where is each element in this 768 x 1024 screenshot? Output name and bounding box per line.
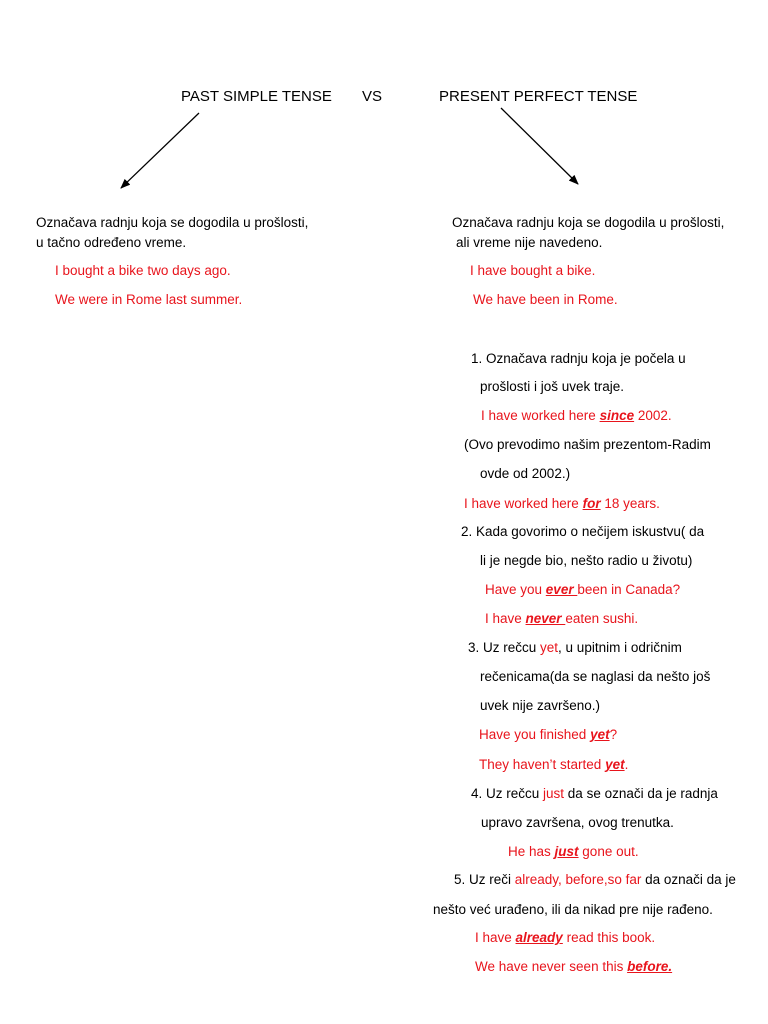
left-arrow <box>121 113 199 188</box>
pp-example-1: I have bought a bike. <box>470 263 596 278</box>
present-perfect-title: PRESENT PERFECT TENSE <box>439 88 638 105</box>
rule2-line2: li je negde bio, nešto radio u životu) <box>480 553 693 568</box>
rule4-keyword-just: just <box>543 786 565 801</box>
rule1-note-line1: (Ovo prevodimo našim prezentom-Radim <box>464 437 711 452</box>
rule4-line1: 4. Uz rečcu just da se označi da je radnja <box>471 786 718 801</box>
pp-definition-line2: ali vreme nije navedeno. <box>456 235 603 250</box>
rule1-line2: prošlosti i još uvek traje. <box>480 379 625 394</box>
rule2-example-2: I have never eaten sushi. <box>485 611 639 626</box>
keyword-for: for <box>582 496 601 511</box>
vs-label: VS <box>362 88 383 105</box>
rule5-keywords: already, before,so far <box>514 872 642 887</box>
rule5-example-1: I have already read this book. <box>475 930 656 945</box>
rule4-line2: upravo završena, ovog trenutka. <box>481 815 674 830</box>
past-definition-line2: u tačno određeno vreme. <box>36 235 187 250</box>
keyword-yet: yet <box>590 727 610 742</box>
rule1-line1: 1. Označava radnju koja je počela u <box>471 351 686 366</box>
rule3-line2: rečenicama(da se naglasi da nešto još <box>480 669 711 684</box>
rule5-example-2: We have never seen this before. <box>475 959 673 974</box>
keyword-since: since <box>599 408 635 423</box>
past-example-2: We were in Rome last summer. <box>55 292 243 307</box>
rule3-keyword-yet: yet <box>540 640 559 655</box>
rule1-example-2: I have worked here for 18 years. <box>464 496 660 511</box>
keyword-never: never <box>525 611 566 626</box>
past-simple-title: PAST SIMPLE TENSE <box>181 88 332 105</box>
keyword-ever: ever <box>545 582 578 597</box>
right-arrow <box>501 108 578 184</box>
rule2-line1: 2. Kada govorimo o nečijem iskustvu( da <box>461 524 705 539</box>
keyword-already: already <box>515 930 563 945</box>
keyword-yet: yet <box>605 757 625 772</box>
rule3-example-2: They haven’t started yet. <box>479 757 629 772</box>
past-definition-line1: Označava radnju koja se dogodila u prošlosti, <box>36 215 309 230</box>
pp-example-2: We have been in Rome. <box>473 292 618 307</box>
keyword-just: just <box>554 844 579 859</box>
pp-definition-line1: Označava radnju koja se dogodila u prošlosti, <box>452 215 725 230</box>
rule1-note-line2: ovde od 2002.) <box>480 466 571 481</box>
rule3-line3: uvek nije završeno.) <box>480 698 601 713</box>
rule3-example-1: Have you finished yet? <box>479 727 618 742</box>
past-example-1: I bought a bike two days ago. <box>55 263 231 278</box>
keyword-before: before. <box>627 959 673 974</box>
rule4-example-1: He has just gone out. <box>508 844 639 859</box>
rule2-example-1: Have you ever been in Canada? <box>485 582 681 597</box>
rule1-example-1: I have worked here since 2002. <box>481 408 672 423</box>
rule3-line1: 3. Uz rečcu yet, u upitnim i odričnim <box>468 640 682 655</box>
rule5-line1: 5. Uz reči already, before,so far da označi da je <box>454 872 736 887</box>
rule5-line2: nešto već urađeno, ili da nikad pre nije rađeno. <box>433 902 713 917</box>
